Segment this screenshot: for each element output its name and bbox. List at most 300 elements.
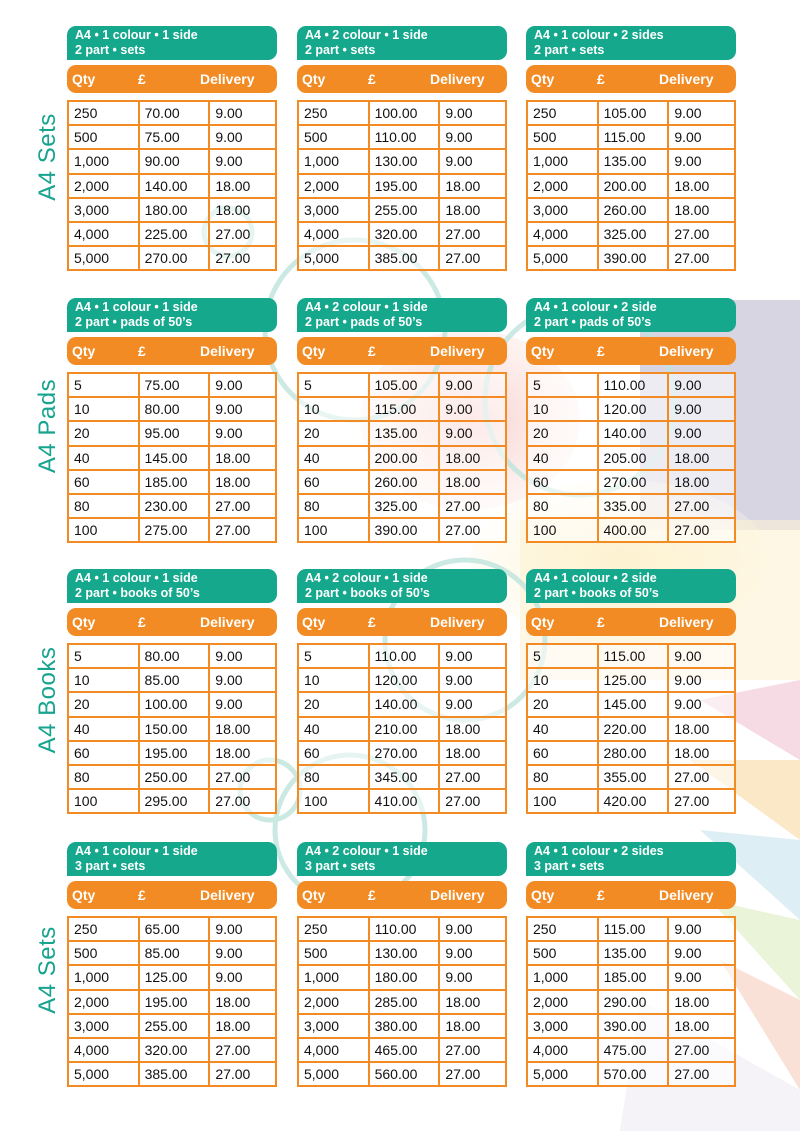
price-cell: 255.00 [139,1014,210,1038]
delivery-cell: 27.00 [668,789,735,813]
qty-cell: 10 [298,397,369,421]
qty-cell: 500 [298,125,369,149]
price-cell: 420.00 [598,789,669,813]
table-row [68,741,276,765]
table-row [527,421,735,445]
qty-cell: 80 [527,765,598,789]
qty-cell: 2,000 [68,990,139,1014]
price-grid [526,100,736,271]
delivery-cell: 9.00 [439,941,506,965]
qty-cell: 5 [68,644,139,668]
column-header-qty: Qty [531,887,555,903]
table-row [298,174,506,198]
table-row [527,222,735,246]
qty-cell: 80 [527,494,598,518]
price-cell: 135.00 [598,941,669,965]
qty-cell: 3,000 [527,1014,598,1038]
price-cell: 285.00 [369,990,440,1014]
price-cell: 130.00 [369,941,440,965]
column-header-bar [297,337,507,365]
price-cell: 275.00 [139,518,210,542]
delivery-cell: 18.00 [439,470,506,494]
column-header-delivery: Delivery [430,887,485,903]
price-grid [297,916,507,1087]
qty-cell: 40 [298,446,369,470]
price-cell: 270.00 [598,470,669,494]
price-table-title [526,298,736,332]
price-cell: 260.00 [598,198,669,222]
delivery-cell: 27.00 [209,494,276,518]
delivery-cell: 9.00 [668,941,735,965]
section-label-a4-books: A4 Books [34,646,61,754]
price-cell: 75.00 [139,373,210,397]
price-cell: 200.00 [598,174,669,198]
delivery-cell: 27.00 [439,222,506,246]
delivery-cell: 18.00 [668,174,735,198]
price-cell: 325.00 [598,222,669,246]
column-header-delivery: Delivery [659,887,714,903]
price-cell: 100.00 [139,692,210,716]
delivery-cell: 27.00 [668,246,735,270]
qty-cell: 10 [68,668,139,692]
qty-cell: 3,000 [68,198,139,222]
price-table [67,26,277,271]
price-cell: 105.00 [369,373,440,397]
price-table-title-line1: A4 • 1 colour • 1 side [75,844,198,858]
price-table-title-line2: 3 part • sets [75,859,146,873]
delivery-cell: 18.00 [668,717,735,741]
qty-cell: 5,000 [68,1062,139,1086]
table-row [68,446,276,470]
delivery-cell: 18.00 [209,470,276,494]
table-row [298,789,506,813]
qty-cell: 80 [298,765,369,789]
price-cell: 120.00 [369,668,440,692]
table-row [298,373,506,397]
column-header-bar [67,881,277,909]
delivery-cell: 18.00 [209,1014,276,1038]
qty-cell: 5,000 [298,246,369,270]
delivery-cell: 9.00 [209,149,276,173]
table-row [527,446,735,470]
price-cell: 85.00 [139,941,210,965]
qty-cell: 2,000 [298,990,369,1014]
column-header-price: £ [597,71,605,87]
price-table-title-line1: A4 • 2 colour • 1 side [305,300,428,314]
delivery-cell: 18.00 [439,198,506,222]
table-row [527,692,735,716]
delivery-cell: 18.00 [209,741,276,765]
delivery-cell: 9.00 [668,644,735,668]
price-table-title [67,298,277,332]
table-row [527,668,735,692]
delivery-cell: 9.00 [668,668,735,692]
column-header-delivery: Delivery [200,887,255,903]
qty-cell: 4,000 [527,1038,598,1062]
table-row [68,518,276,542]
qty-cell: 3,000 [68,1014,139,1038]
price-cell: 385.00 [369,246,440,270]
qty-cell: 4,000 [68,222,139,246]
table-row [527,174,735,198]
table-row [298,941,506,965]
table-row [68,198,276,222]
column-header-qty: Qty [72,343,96,359]
column-header-delivery: Delivery [200,343,255,359]
qty-cell: 2,000 [68,174,139,198]
price-table-title-line1: A4 • 2 colour • 1 side [305,28,428,42]
table-row [68,668,276,692]
price-cell: 140.00 [369,692,440,716]
price-table-title [67,842,277,876]
price-grid [526,643,736,814]
price-grid [67,372,277,543]
table-row [298,741,506,765]
price-cell: 205.00 [598,446,669,470]
column-header-qty: Qty [302,887,326,903]
table-row [298,198,506,222]
delivery-cell: 27.00 [209,1038,276,1062]
delivery-cell: 9.00 [439,917,506,941]
qty-cell: 60 [298,470,369,494]
table-row [527,741,735,765]
price-cell: 105.00 [598,101,669,125]
price-table-title-line2: 3 part • sets [534,859,605,873]
delivery-cell: 18.00 [668,741,735,765]
delivery-cell: 9.00 [439,125,506,149]
delivery-cell: 27.00 [439,494,506,518]
delivery-cell: 9.00 [209,101,276,125]
qty-cell: 250 [68,101,139,125]
delivery-cell: 18.00 [668,470,735,494]
price-grid [67,643,277,814]
table-row [298,518,506,542]
table-row [68,373,276,397]
table-row [68,125,276,149]
price-cell: 125.00 [139,965,210,989]
delivery-cell: 18.00 [439,446,506,470]
column-header-delivery: Delivery [430,343,485,359]
price-cell: 320.00 [139,1038,210,1062]
table-row [298,644,506,668]
price-cell: 115.00 [598,917,669,941]
table-row [527,917,735,941]
table-row [298,125,506,149]
delivery-cell: 27.00 [209,765,276,789]
delivery-cell: 9.00 [209,125,276,149]
price-table-title-line1: A4 • 1 colour • 2 side [534,300,657,314]
delivery-cell: 9.00 [668,421,735,445]
delivery-cell: 9.00 [209,692,276,716]
delivery-cell: 27.00 [439,246,506,270]
delivery-cell: 18.00 [439,717,506,741]
delivery-cell: 18.00 [668,990,735,1014]
qty-cell: 500 [68,125,139,149]
qty-cell: 1,000 [68,149,139,173]
price-cell: 560.00 [369,1062,440,1086]
table-row [527,717,735,741]
table-row [527,518,735,542]
table-row [527,1038,735,1062]
price-table [67,842,277,1087]
price-table-title [526,842,736,876]
price-cell: 100.00 [369,101,440,125]
qty-cell: 10 [298,668,369,692]
qty-cell: 40 [298,717,369,741]
price-cell: 140.00 [598,421,669,445]
qty-cell: 250 [298,101,369,125]
column-header-price: £ [597,343,605,359]
delivery-cell: 27.00 [439,1062,506,1086]
price-table-title [297,569,507,603]
table-row [527,1014,735,1038]
column-header-bar [526,65,736,93]
column-header-bar [297,65,507,93]
price-cell: 120.00 [598,397,669,421]
section-label-a4-sets-3part: A4 Sets [34,926,61,1014]
column-header-bar [526,881,736,909]
table-row [527,149,735,173]
price-cell: 180.00 [369,965,440,989]
qty-cell: 20 [68,421,139,445]
price-table-title-line2: 2 part • books of 50’s [75,586,200,600]
delivery-cell: 18.00 [439,741,506,765]
delivery-cell: 27.00 [439,1038,506,1062]
qty-cell: 40 [68,717,139,741]
price-table-title [297,298,507,332]
column-header-delivery: Delivery [659,343,714,359]
price-table-title [67,26,277,60]
price-table [67,298,277,543]
delivery-cell: 27.00 [209,1062,276,1086]
qty-cell: 500 [298,941,369,965]
price-cell: 80.00 [139,397,210,421]
delivery-cell: 9.00 [209,965,276,989]
price-cell: 290.00 [598,990,669,1014]
column-header-price: £ [138,71,146,87]
price-cell: 80.00 [139,644,210,668]
table-row [527,373,735,397]
table-row [68,692,276,716]
qty-cell: 80 [298,494,369,518]
column-header-bar [297,608,507,636]
price-cell: 570.00 [598,1062,669,1086]
qty-cell: 40 [68,446,139,470]
delivery-cell: 9.00 [439,101,506,125]
delivery-cell: 9.00 [439,668,506,692]
price-cell: 65.00 [139,917,210,941]
price-table-title-line2: 2 part • pads of 50’s [305,315,423,329]
table-row [527,789,735,813]
delivery-cell: 27.00 [668,222,735,246]
price-cell: 260.00 [369,470,440,494]
price-cell: 255.00 [369,198,440,222]
price-table-title-line2: 2 part • books of 50’s [534,586,659,600]
column-header-price: £ [368,343,376,359]
price-table-title [297,842,507,876]
delivery-cell: 18.00 [668,446,735,470]
price-cell: 140.00 [139,174,210,198]
price-cell: 115.00 [369,397,440,421]
price-grid [67,916,277,1087]
price-cell: 210.00 [369,717,440,741]
price-cell: 320.00 [369,222,440,246]
qty-cell: 5,000 [527,1062,598,1086]
column-header-price: £ [597,614,605,630]
table-row [68,990,276,1014]
qty-cell: 60 [68,470,139,494]
delivery-cell: 27.00 [209,518,276,542]
price-cell: 465.00 [369,1038,440,1062]
table-row [527,1062,735,1086]
price-cell: 295.00 [139,789,210,813]
table-row [527,644,735,668]
qty-cell: 1,000 [298,965,369,989]
table-row [298,692,506,716]
price-cell: 325.00 [369,494,440,518]
table-row [298,101,506,125]
qty-cell: 4,000 [298,1038,369,1062]
price-cell: 335.00 [598,494,669,518]
table-row [527,941,735,965]
price-cell: 115.00 [598,125,669,149]
table-row [298,965,506,989]
price-table-title [297,26,507,60]
table-row [298,990,506,1014]
price-cell: 380.00 [369,1014,440,1038]
delivery-cell: 18.00 [668,1014,735,1038]
qty-cell: 1,000 [527,149,598,173]
column-header-bar [67,65,277,93]
price-cell: 180.00 [139,198,210,222]
price-cell: 390.00 [598,1014,669,1038]
delivery-cell: 27.00 [439,518,506,542]
delivery-cell: 18.00 [209,446,276,470]
delivery-cell: 9.00 [209,668,276,692]
table-row [298,917,506,941]
table-row [527,990,735,1014]
price-cell: 135.00 [369,421,440,445]
table-row [298,421,506,445]
table-row [527,101,735,125]
price-cell: 130.00 [369,149,440,173]
qty-cell: 10 [527,668,598,692]
table-row [68,717,276,741]
table-row [298,222,506,246]
qty-cell: 4,000 [527,222,598,246]
qty-cell: 2,000 [527,174,598,198]
delivery-cell: 9.00 [209,941,276,965]
qty-cell: 100 [527,789,598,813]
table-row [298,149,506,173]
qty-cell: 250 [298,917,369,941]
column-header-price: £ [368,887,376,903]
price-cell: 250.00 [139,765,210,789]
price-cell: 345.00 [369,765,440,789]
qty-cell: 250 [68,917,139,941]
price-cell: 95.00 [139,421,210,445]
column-header-bar [67,337,277,365]
qty-cell: 60 [527,741,598,765]
price-table [297,842,507,1087]
column-header-qty: Qty [72,614,96,630]
delivery-cell: 27.00 [209,789,276,813]
price-table-title-line1: A4 • 1 colour • 2 sides [534,844,664,858]
column-header-price: £ [138,343,146,359]
delivery-cell: 18.00 [209,198,276,222]
price-cell: 385.00 [139,1062,210,1086]
delivery-cell: 18.00 [209,990,276,1014]
delivery-cell: 9.00 [209,644,276,668]
price-cell: 135.00 [598,149,669,173]
qty-cell: 250 [527,101,598,125]
price-table-title-line1: A4 • 1 colour • 1 side [75,28,198,42]
price-table-title-line2: 2 part • pads of 50’s [534,315,652,329]
delivery-cell: 9.00 [439,397,506,421]
delivery-cell: 9.00 [439,421,506,445]
column-header-qty: Qty [302,614,326,630]
delivery-cell: 9.00 [668,101,735,125]
price-cell: 150.00 [139,717,210,741]
table-row [298,494,506,518]
table-row [527,125,735,149]
price-table-title [526,569,736,603]
price-cell: 280.00 [598,741,669,765]
qty-cell: 1,000 [527,965,598,989]
table-row [527,965,735,989]
price-cell: 400.00 [598,518,669,542]
qty-cell: 5 [68,373,139,397]
price-cell: 185.00 [598,965,669,989]
qty-cell: 100 [527,518,598,542]
table-row [68,470,276,494]
table-row [527,470,735,494]
qty-cell: 20 [527,692,598,716]
price-table [526,569,736,814]
column-header-bar [526,337,736,365]
table-row [298,765,506,789]
price-cell: 225.00 [139,222,210,246]
price-cell: 195.00 [369,174,440,198]
price-table-title-line1: A4 • 1 colour • 1 side [75,571,198,585]
delivery-cell: 9.00 [668,149,735,173]
qty-cell: 20 [68,692,139,716]
qty-cell: 20 [298,421,369,445]
price-cell: 390.00 [369,518,440,542]
column-header-price: £ [138,614,146,630]
qty-cell: 2,000 [298,174,369,198]
column-header-bar [526,608,736,636]
table-row [298,446,506,470]
qty-cell: 20 [298,692,369,716]
table-row [68,1014,276,1038]
column-header-bar [67,608,277,636]
delivery-cell: 18.00 [439,990,506,1014]
qty-cell: 5,000 [68,246,139,270]
qty-cell: 4,000 [68,1038,139,1062]
qty-cell: 10 [527,397,598,421]
column-header-delivery: Delivery [659,71,714,87]
qty-cell: 10 [68,397,139,421]
column-header-qty: Qty [531,614,555,630]
price-cell: 110.00 [369,125,440,149]
delivery-cell: 9.00 [668,965,735,989]
qty-cell: 60 [298,741,369,765]
column-header-delivery: Delivery [430,71,485,87]
column-header-delivery: Delivery [200,614,255,630]
delivery-cell: 27.00 [668,518,735,542]
qty-cell: 100 [68,789,139,813]
